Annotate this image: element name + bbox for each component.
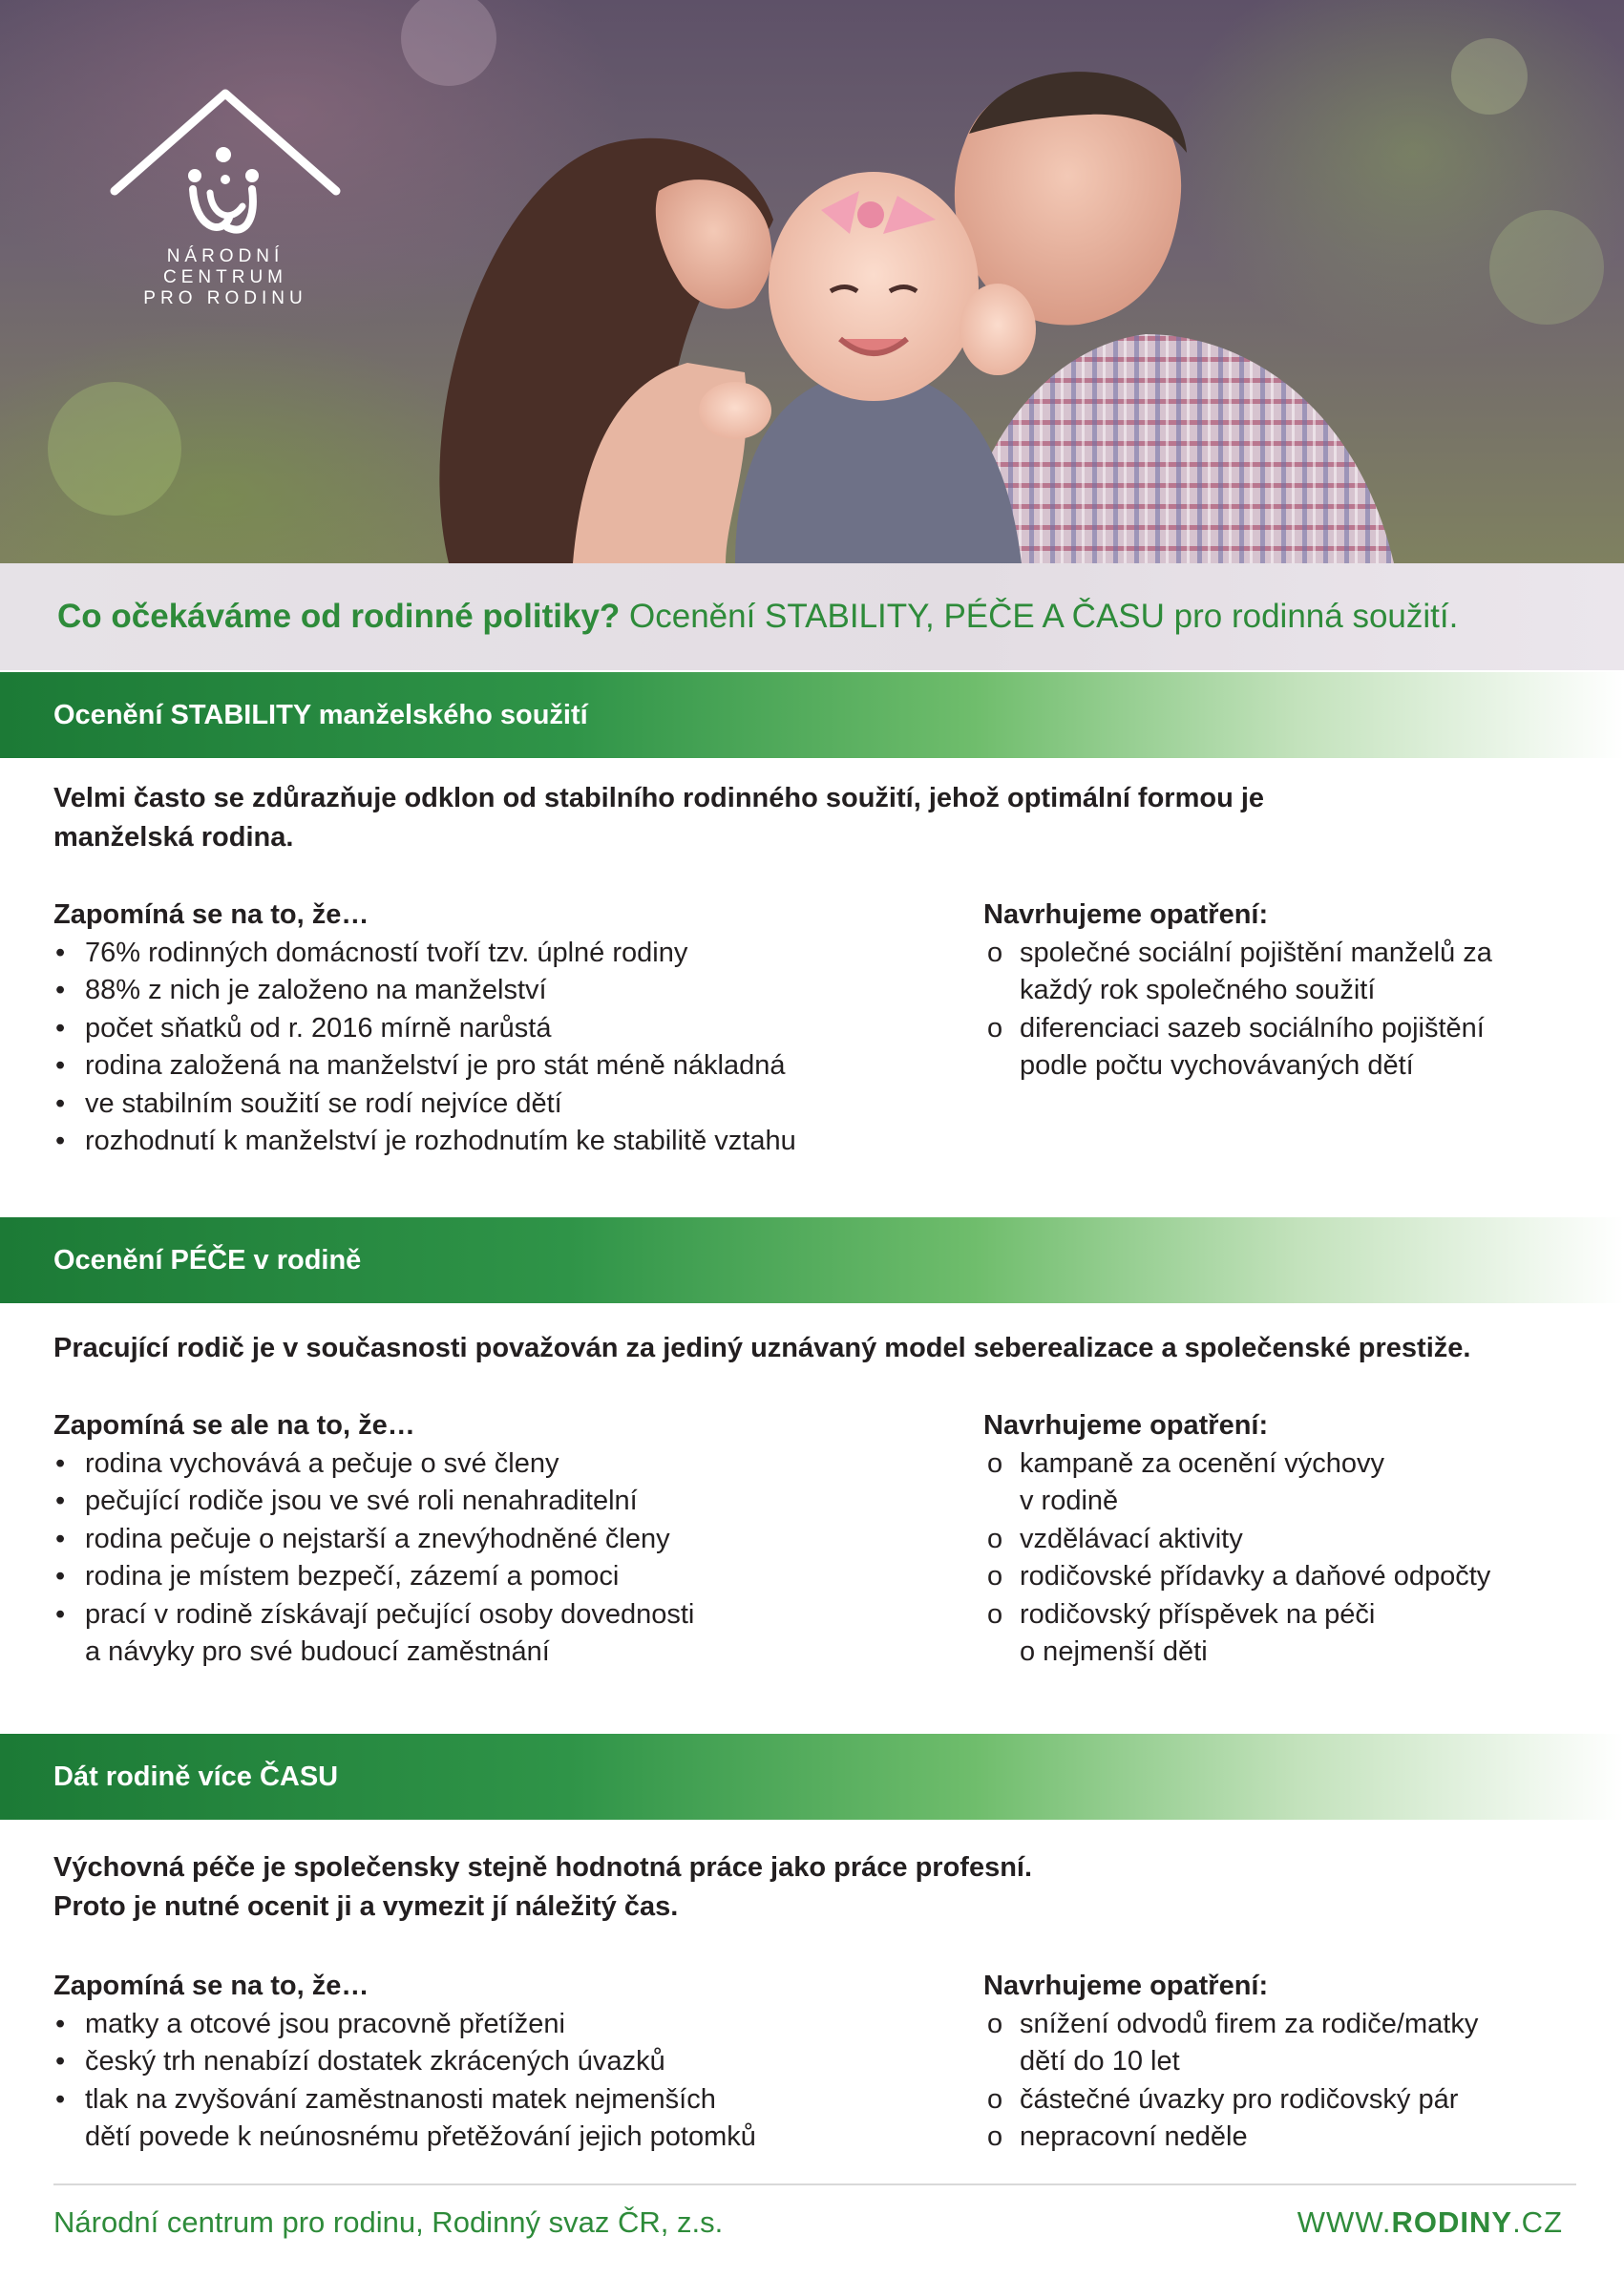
house-family-logo-icon: [107, 84, 344, 237]
hero-photo: [0, 0, 1624, 563]
list-item: • tlak na zvyšování zaměstnanosti matek nejmenších dětí povede k neúnosnému přetěžování jejich potomků: [53, 2081, 756, 2157]
section-header-stability: [0, 672, 1624, 758]
facts-list: [53, 1445, 694, 1672]
section-lead: [53, 1848, 1581, 1927]
list-item: o diferenciaci sazeb sociálního pojištění podle počtu vychovávaných dětí: [987, 1012, 1485, 1081]
measures-column: [983, 1968, 1478, 2157]
measures-list: [983, 935, 1492, 1086]
list-item: • rodina pečuje o nejstarší a znevýhodněné členy: [53, 1521, 694, 1559]
footer-organization: Národní centrum pro rodinu, Rodinný svaz ČR, z.s.: [53, 2205, 724, 2239]
measures-column: [983, 1407, 1490, 1672]
section-header-care: [0, 1217, 1624, 1303]
lead-line: Pracující rodič je v současnosti považován za jediný uznávaný model seberealizace a společenské prestiže.: [53, 1333, 1471, 1363]
logo-line-1: NÁRODNÍ: [166, 246, 285, 266]
list-item: • matky a otcové jsou pracovně přetíženi: [53, 2006, 756, 2044]
measures-list: [983, 2006, 1478, 2157]
measures-heading: Navrhujeme opatření:: [983, 1971, 1269, 2001]
measures-heading: Navrhujeme opatření:: [983, 899, 1269, 930]
list-item: • ve stabilním soužití se rodí nejvíce dětí: [53, 1086, 796, 1124]
section-title: Ocenění PÉČE v rodině: [53, 1245, 362, 1276]
measures-list: [983, 1445, 1490, 1672]
list-item: o vzdělávací aktivity: [987, 1523, 1243, 1554]
lead-line: Velmi často se zdůrazňuje odklon od stabilního rodinného soužití, jehož optimální formou je: [53, 783, 1265, 813]
footer-divider: [53, 2183, 1576, 2185]
facts-heading: Zapomíná se na to, že…: [53, 899, 369, 930]
list-item: • rodina je místem bezpečí, zázemí a pomoci: [53, 1558, 694, 1596]
list-item: o společné sociální pojištění manželů za každý rok společného soužití: [987, 937, 1492, 1005]
list-item: • 88% z nich je založeno na manželství: [53, 972, 796, 1010]
logo-line-3: PRO RODINU: [143, 288, 307, 308]
section-header-time: [0, 1734, 1624, 1820]
list-item: • prací v rodině získávají pečující osoby dovednosti a návyky pro své budoucí zaměstnání: [53, 1596, 694, 1672]
section-title: Ocenění STABILITY manželského soužití: [53, 700, 588, 730]
measures-column: [983, 896, 1492, 1086]
page-title-strong: Co očekáváme od rodinné politiky?: [57, 598, 621, 635]
title-band: [0, 563, 1624, 670]
facts-column: [53, 896, 796, 1161]
list-item: o částečné úvazky pro rodičovský pár: [987, 2083, 1459, 2115]
section-lead: [53, 1329, 1581, 1368]
lead-line: Výchovná péče je společensky stejně hodnotná práce jako práce profesní.: [53, 1852, 1033, 1883]
lead-line: Proto je nutné ocenit ji a vymezit jí náležitý čas.: [53, 1891, 679, 1922]
list-item: o rodičovské přídavky a daňové odpočty: [987, 1561, 1491, 1592]
facts-heading: Zapomíná se na to, že…: [53, 1971, 369, 2001]
section-title: Dát rodině více ČASU: [53, 1761, 339, 1792]
list-item: • rodina vychovává a pečuje o své členy: [53, 1445, 694, 1484]
facts-column: [53, 1968, 756, 2157]
list-item: • český trh nenabízí dostatek zkrácených úvazků: [53, 2043, 756, 2081]
list-item: • pečující rodiče jsou ve své roli nenahraditelní: [53, 1483, 694, 1521]
list-item: o snížení odvodů firem za rodiče/matky dětí do 10 let: [987, 2008, 1479, 2077]
facts-column: [53, 1407, 694, 1672]
list-item: • rodina založená na manželství je pro stát méně nákladná: [53, 1047, 796, 1086]
logo-line-2: CENTRUM: [163, 267, 287, 287]
facts-list: [53, 2006, 756, 2157]
list-item: o kampaně za ocenění výchovy v rodině: [987, 1447, 1385, 1516]
list-item: • počet sňatků od r. 2016 mírně narůstá: [53, 1010, 796, 1048]
footer-website-link[interactable]: WWW.RODINY.CZ: [1297, 2205, 1563, 2239]
lead-line: manželská rodina.: [53, 822, 294, 853]
section-lead: [53, 779, 1581, 857]
page-title: [57, 598, 1458, 636]
list-item: o rodičovský příspěvek na péči o nejmenší děti: [987, 1598, 1376, 1667]
page-title-rest: Ocenění STABILITY, PÉČE A ČASU pro rodinná soužití.: [620, 598, 1459, 635]
logo-text: [107, 246, 344, 309]
measures-heading: Navrhujeme opatření:: [983, 1410, 1269, 1441]
facts-list: [53, 935, 796, 1161]
list-item: • rozhodnutí k manželství je rozhodnutím ke stabilitě vztahu: [53, 1123, 796, 1161]
list-item: • 76% rodinných domácností tvoří tzv. úplné rodiny: [53, 935, 796, 973]
list-item: o nepracovní neděle: [987, 2121, 1248, 2152]
facts-heading: Zapomíná se ale na to, že…: [53, 1410, 415, 1441]
